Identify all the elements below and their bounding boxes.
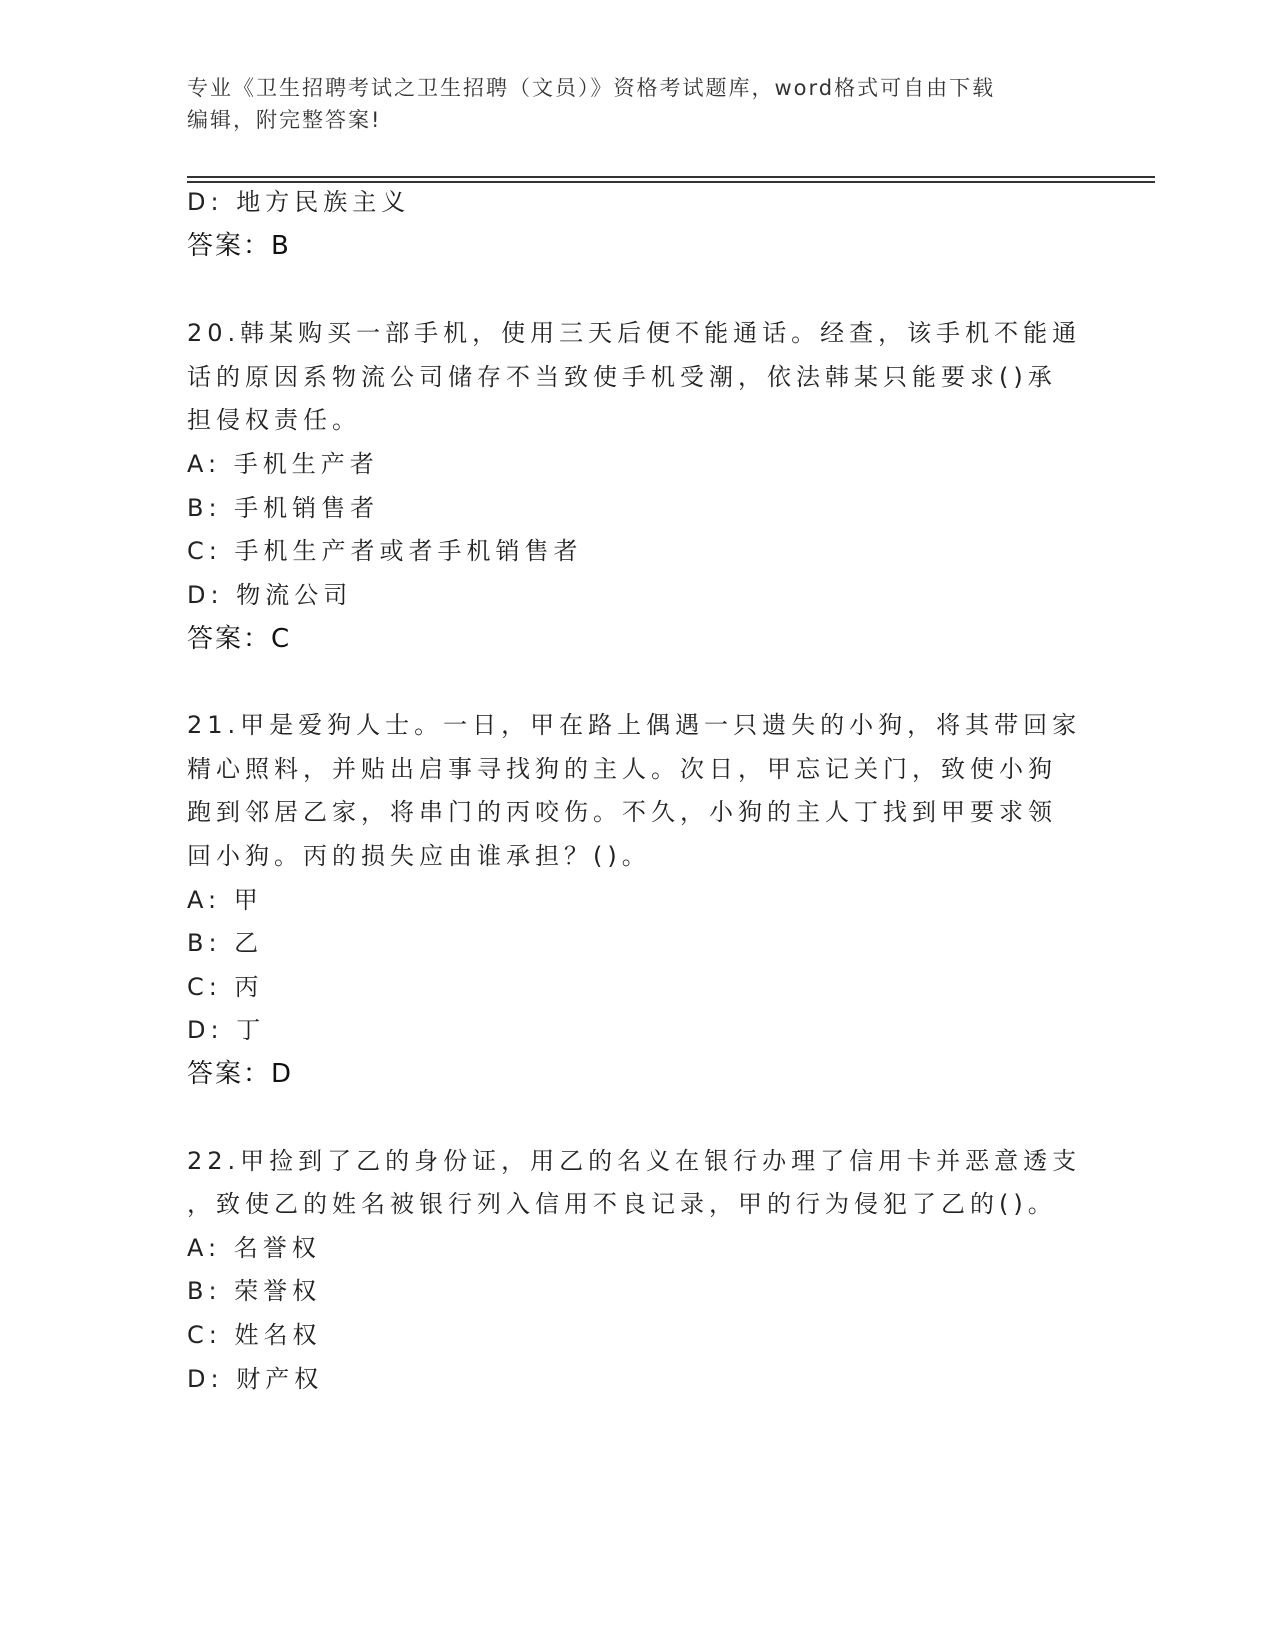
- q21-answer: 答案：D: [187, 1059, 294, 1089]
- q20-stem-line-1: 20.韩某购买一部手机，使用三天后便不能通话。经查，该手机不能通: [187, 319, 1082, 347]
- prev-option-d: D: 地方民族主义: [187, 188, 411, 216]
- q21-stem-line-1: 21.甲是爱狗人士。一日，甲在路上偶遇一只遗失的小狗，将其带回家: [187, 711, 1082, 739]
- q21-option-c: C: 丙: [187, 973, 264, 1001]
- header-divider-bottom: [187, 181, 1155, 183]
- q22-option-b: B: 荣誉权: [187, 1277, 322, 1305]
- q22-option-d: D: 财产权: [187, 1365, 324, 1393]
- q20-option-c: C: 手机生产者或者手机销售者: [187, 537, 583, 565]
- q21-stem-line-3: 跑到邻居乙家，将串门的丙咬伤。不久，小狗的主人丁找到甲要求领: [187, 798, 1057, 826]
- q22-option-a: A: 名誉权: [187, 1234, 321, 1262]
- document-header: [187, 72, 1087, 136]
- q20-option-b: B: 手机销售者: [187, 494, 380, 522]
- q21-stem-line-2: 精心照料，并贴出启事寻找狗的主人。次日，甲忘记关门，致使小狗: [187, 755, 1057, 783]
- header-divider-top: [187, 176, 1155, 178]
- q20-option-a: A: 手机生产者: [187, 450, 379, 478]
- q22-stem-line-2: ，致使乙的姓名被银行列入信用不良记录，甲的行为侵犯了乙的()。: [187, 1190, 1057, 1218]
- header-line-1: 专业《卫生招聘考试之卫生招聘（文员）》资格考试题库，word格式可自由下载: [187, 76, 996, 100]
- q20-answer: 答案：C: [187, 624, 292, 654]
- header-line-2: 编辑，附完整答案!: [187, 108, 382, 132]
- prev-answer: 答案：B: [187, 231, 291, 261]
- q20-stem-line-3: 担侵权责任。: [187, 406, 361, 434]
- q22-stem-line-1: 22.甲捡到了乙的身份证，用乙的名义在银行办理了信用卡并恶意透支: [187, 1147, 1082, 1175]
- q22-option-c: C: 姓名权: [187, 1321, 322, 1349]
- q21-stem-line-4: 回小狗。丙的损失应由谁承担？()。: [187, 842, 651, 870]
- q20-stem-line-2: 话的原因系物流公司储存不当致使手机受潮，依法韩某只能要求()承: [187, 363, 1057, 391]
- q20-option-d: D: 物流公司: [187, 581, 353, 609]
- q21-option-d: D: 丁: [187, 1016, 266, 1044]
- q21-option-a: A: 甲: [187, 886, 263, 914]
- q21-option-b: B: 乙: [187, 929, 264, 957]
